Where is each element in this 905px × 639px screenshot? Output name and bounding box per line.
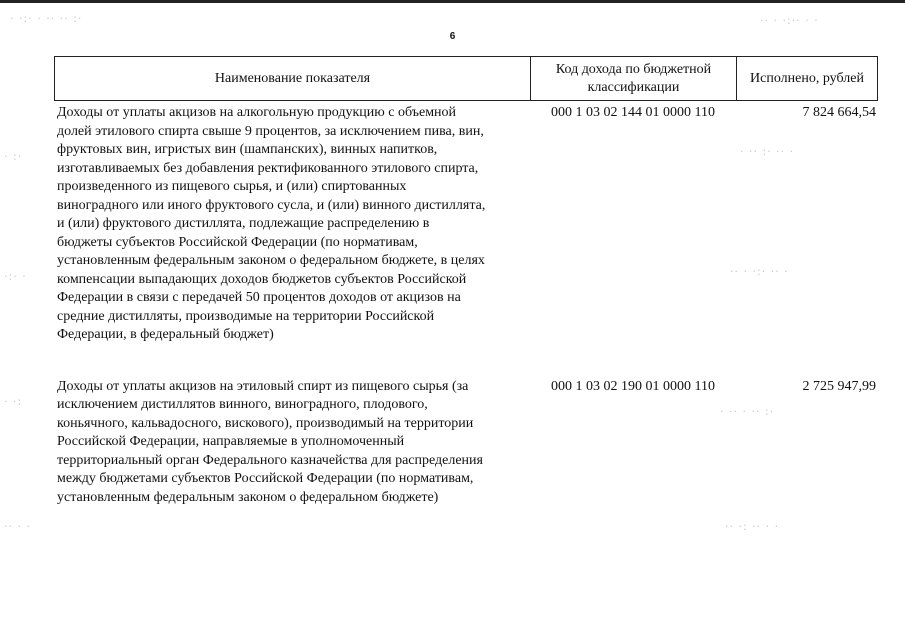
header-indicator-name: Наименование показателя bbox=[55, 57, 531, 100]
page-number: 6 bbox=[449, 31, 456, 42]
table-row bbox=[54, 104, 878, 345]
row-executed-amount: 2 725 947,99 bbox=[802, 378, 876, 394]
scan-noise: · ·:· · ·· ·· :· bbox=[10, 12, 83, 25]
header-executed-amount: Исполнено, рублей bbox=[750, 70, 864, 86]
scan-noise: ·· · ·:· ·· · bbox=[730, 265, 789, 278]
row-revenue-code: 000 1 03 02 144 01 0000 110 bbox=[551, 105, 715, 120]
scan-noise: · ·: bbox=[4, 395, 23, 408]
row-revenue-code: 000 1 03 02 190 01 0000 110 bbox=[551, 378, 715, 394]
scan-noise: · ·· · ·· :· bbox=[720, 405, 775, 418]
scan-noise: ·· · ·:·· · · bbox=[760, 14, 819, 27]
scan-noise: · :· bbox=[4, 150, 23, 163]
scan-noise: ·· ·: ·· · · bbox=[725, 520, 780, 533]
table-row bbox=[54, 378, 878, 508]
row-indicator-name: Доходы от уплаты акцизов на алкогольную продукцию с объемной долей этилового спирта свыше 9 процентов, за исключением пива, вин, фруктовых вин, игристых вин (шампанских), винных напитков, изготавливаемых без добавления ректификованного этилового спирта, произведенного из пищевого сырья, и (или) спиртованных виноградного или иного фруктового сусла, и (или) винного дистиллята, и (или) фруктового дистиллята, подлежащие распределению в бюджеты субъектов Российской Федерации (по нормативам, установленным федеральным законом о федеральном бюджете, в целях компенсации выпадающих доходов бюджетов субъектов Российской Федерации в связи с передачей 50 процентов доходов от акцизов на средние дистилляты, производимые на территории Российской Федерации, в федеральный бюджет) bbox=[57, 105, 486, 342]
page-top-rule bbox=[0, 0, 905, 3]
row-executed-amount: 7 824 664,54 bbox=[802, 105, 876, 120]
row-indicator-name: Доходы от уплаты акцизов на этиловый спирт из пищевого сырья (за исключением дистиллятов винного, виноградного, плодового, коньячного, кальвадосного, вискового), производимый на территории Российской Федерации, направляемые в уполномоченный территориальный орган Федерального казначейства для распределения между бюджетами субъектов Российской Федерации (по нормативам, установленным федеральным законом о федеральном бюджете) bbox=[57, 378, 483, 505]
table-header-row bbox=[54, 56, 878, 101]
scan-noise: ·:· · bbox=[4, 270, 27, 283]
scan-noise: · ·· :· ·· · bbox=[740, 145, 795, 158]
scan-noise: ·· · · bbox=[4, 520, 31, 533]
revenue-table bbox=[54, 56, 878, 507]
header-revenue-code: Код дохода по бюджетной классификации bbox=[531, 57, 737, 100]
